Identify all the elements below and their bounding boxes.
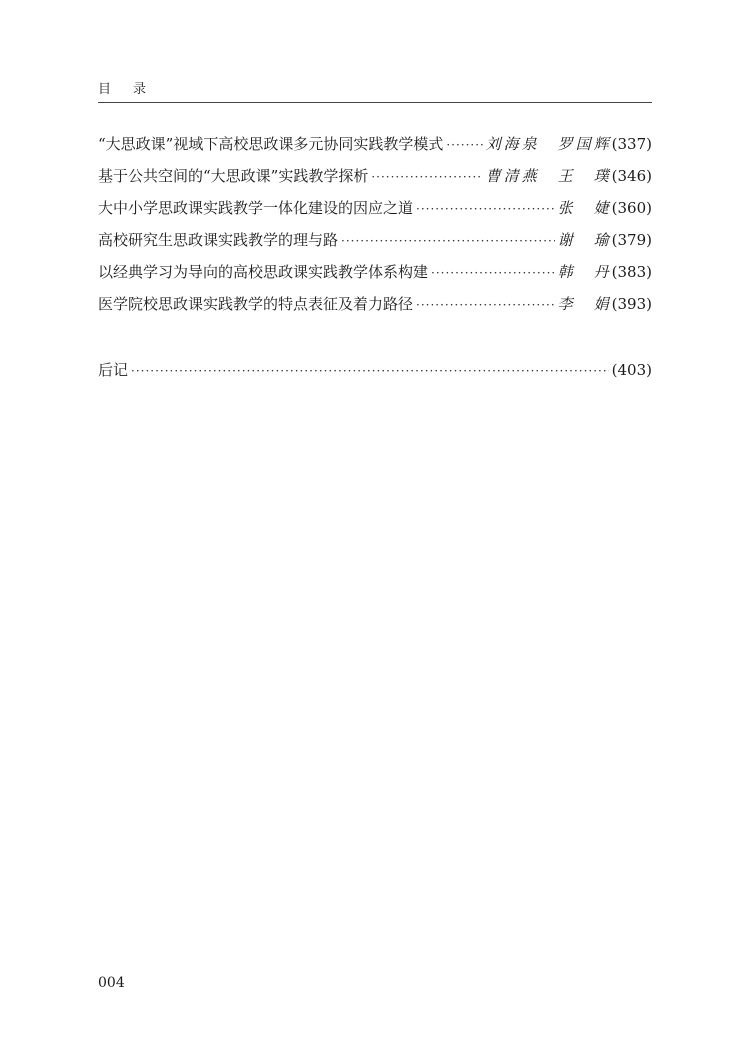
toc-entry-author: 韩 丹 — [557, 263, 612, 281]
toc-entry-title: 以经典学习为导向的高校思政课实践教学体系构建 — [98, 263, 429, 281]
toc-entry-title: 医学院校思政课实践教学的特点表征及着力路径 — [98, 295, 414, 313]
toc-entry-page: (383) — [611, 263, 652, 281]
toc-entry-postscript[interactable] — [98, 359, 652, 391]
toc-entry-page: (337) — [611, 135, 652, 153]
toc-entry-title: 基于公共空间的“大思政课”实践教学探析 — [98, 167, 369, 185]
toc-entry[interactable] — [98, 165, 652, 197]
table-of-contents — [98, 133, 652, 391]
toc-entry-page: (346) — [611, 167, 652, 185]
toc-entry[interactable] — [98, 229, 652, 261]
postscript-title: 后记 — [98, 361, 129, 379]
toc-entry-title: 高校研究生思政课实践教学的理与路 — [98, 231, 339, 249]
toc-entry-page: (360) — [611, 199, 652, 217]
page-number: 004 — [98, 975, 125, 991]
dot-leader — [416, 298, 555, 312]
toc-entry[interactable] — [98, 197, 652, 229]
dot-leader — [341, 234, 555, 248]
toc-entry[interactable] — [98, 133, 652, 165]
dot-leader — [416, 202, 555, 216]
toc-entry[interactable] — [98, 293, 652, 325]
running-head-char-1: 目 — [98, 82, 112, 97]
toc-entry-author: 李 娟 — [557, 295, 612, 313]
toc-entry-title: “大思政课”视域下高校思政课多元协同实践教学模式 — [98, 135, 444, 153]
toc-entry-page: (379) — [611, 231, 652, 249]
toc-entry-author: 张 婕 — [557, 199, 612, 217]
toc-entry-author: 刘海泉 罗国辉 — [485, 135, 612, 153]
toc-entry-page: (393) — [611, 295, 652, 313]
postscript-page: (403) — [611, 361, 652, 379]
dot-leader — [131, 364, 609, 378]
dot-leader — [431, 266, 555, 280]
toc-entry[interactable] — [98, 261, 652, 293]
running-head-char-2: 录 — [133, 82, 147, 97]
toc-entry-author: 谢 瑜 — [557, 231, 612, 249]
toc-entry-author: 曹清燕 王 璞 — [485, 167, 612, 185]
header-rule — [98, 102, 652, 103]
dot-leader — [371, 170, 482, 184]
dot-leader — [446, 138, 482, 152]
toc-entry-title: 大中小学思政课实践教学一体化建设的因应之道 — [98, 199, 414, 217]
running-head — [98, 78, 146, 97]
